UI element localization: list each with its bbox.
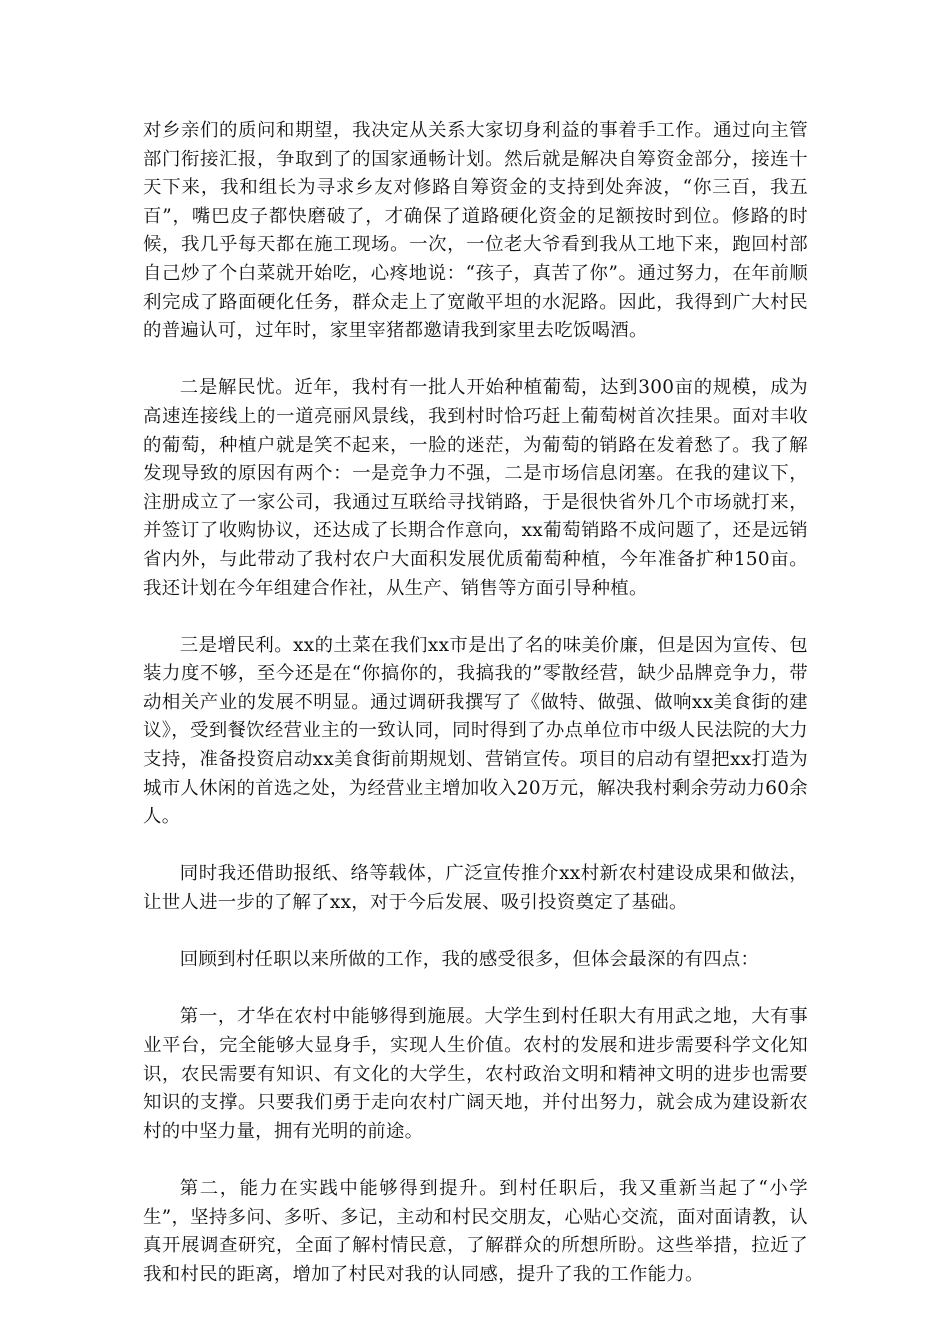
document-page [143,117,808,1318]
paragraph-point-two: 第二，能力在实践中能够得到提升。到村任职后，我又重新当起了“小学生”，坚持多问、多听、多记，主动和村民交朋友，心贴心交流，面对面请教，认真开展调查研究，全面了解村情民意，了解群众的所想所盼。这些举措，拉近了我和村民的距离，增加了村民对我的认同感，提升了我的工作能力。 [143,1177,808,1285]
paragraph-publicity: 同时我还借助报纸、络等载体，广泛宣传推介xx村新农村建设成果和做法，让世人进一步的了解了xx，对于今后发展、吸引投资奠定了基础。 [143,863,808,914]
paragraph-road-construction: 对乡亲们的质问和期望，我决定从关系大家切身利益的事着手工作。通过向主管部门衔接汇报，争取到了的国家通畅计划。然后就是解决自筹资金部分，接连十天下来，我和组长为寻求乡友对修路自筹资金的支持到处奔波，“你三百，我五百”，嘴巴皮子都快磨破了，才确保了道路硬化资金的足额按时到位。修路的时候，我几乎每天都在施工现场。一次，一位老大爷看到我从工地下来，跑回村部自己炒了个白菜就开始吃，心疼地说：“孩子，真苦了你”。通过努力，在年前顺利完成了路面硬化任务，群众走上了宽敞平坦的水泥路。因此，我得到广大村民的普遍认可，过年时，家里宰猪都邀请我到家里去吃饭喝酒。 [143,120,808,342]
paragraph-grape-sales: 二是解民忧。近年，我村有一批人开始种植葡萄，达到300亩的规模，成为高速连接线上的一道亮丽风景线，我到村时恰巧赶上葡萄树首次挂果。面对丰收的葡萄，种植户就是笑不起来，一脸的迷茫，为葡萄的销路在发着愁了。我了解发现导致的原因有两个：一是竞争力不强，二是市场信息闭塞。在我的建议下，注册成立了一家公司，我通过互联给寻找销路，于是很快省外几个市场就打来，并签订了收购协议，还达成了长期合作意向，xx葡萄销路不成问题了，还是远销省内外，与此带动了我村农户大面积发展优质葡萄种植，今年准备扩种150亩。我还计划在今年组建合作社，从生产、销售等方面引导种植。 [143,377,808,599]
paragraph-review-intro: 回顾到村任职以来所做的工作，我的感受很多，但体会最深的有四点： [179,949,760,971]
paragraph-point-one: 第一，才华在农村中能够得到施展。大学生到村任职大有用武之地，大有事业平台，完全能够大显身手，实现人生价值。农村的发展和进步需要科学文化知识，农民需要有知识、有文化的大学生，农村政治文明和精神文明的进步也需要知识的支撑。只要我们勇于走向农村广阔天地，并付出努力，就会成为建设新农村的中坚力量，拥有光明的前途。 [143,1006,808,1142]
paragraph-food-street: 三是增民利。xx的土菜在我们xx市是出了名的味美价廉，但是因为宣传、包装力度不够，至今还是在“你搞你的，我搞我的”零散经营，缺少品牌竞争力，带动相关产业的发展不明显。通过调研我撰写了《做特、做强、做响xx美食街的建议》，受到餐饮经营业主的一致认同，同时得到了办点单位市中级人民法院的大力支持，准备投资启动xx美食街前期规划、营销宣传。项目的启动有望把xx打造为城市人休闲的首选之处，为经营业主增加收入20万元，解决我村剩余劳动力60余人。 [143,634,808,828]
